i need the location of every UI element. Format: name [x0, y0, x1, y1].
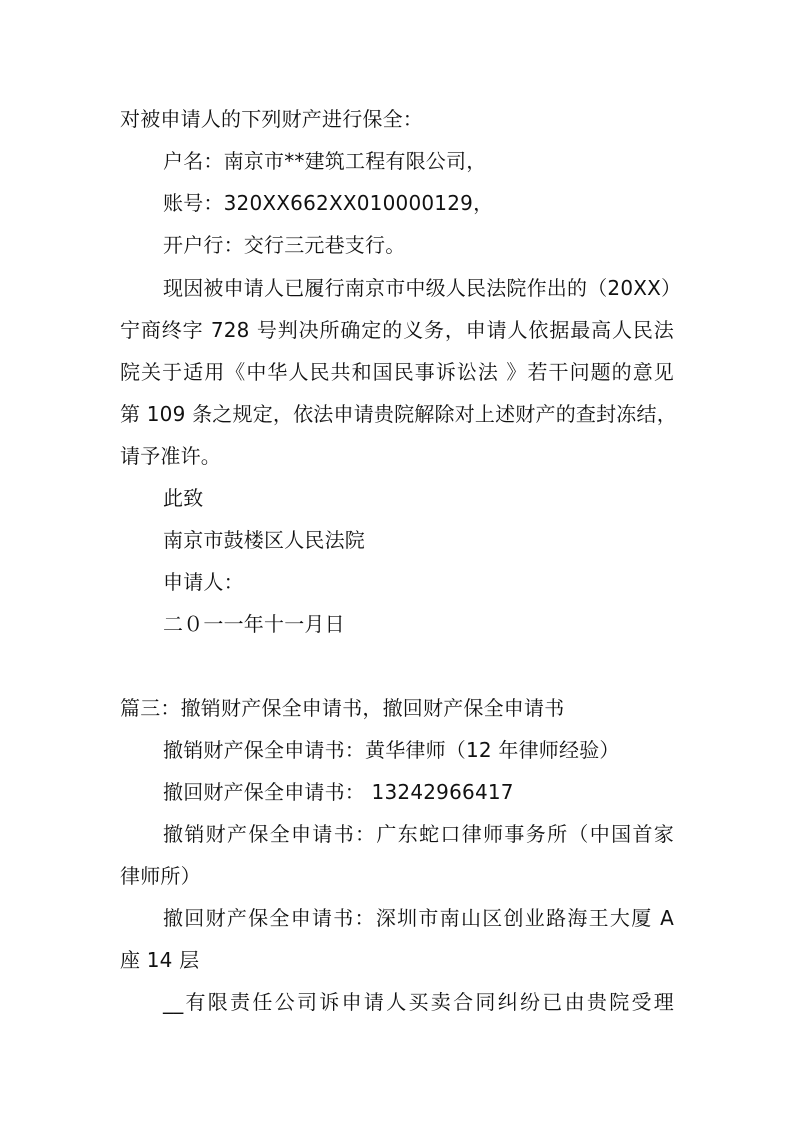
text-line-phone: 撤回财产保全申请书： 13242966417	[163, 780, 514, 804]
text-line-account-number: 账号：320XX662XX010000129，	[163, 191, 494, 215]
text-line-firm-1: 撤销财产保全申请书：广东蛇口律师事务所（中国首家	[163, 822, 674, 846]
text-line-bank-branch: 开户行：交行三元巷支行。	[163, 233, 406, 257]
section-heading: 篇三：撤销财产保全申请书，撤回财产保全申请书	[120, 696, 565, 720]
text-line-salutation: 此致	[163, 486, 204, 510]
text-line-account-name: 户名：南京市**建筑工程有限公司，	[163, 149, 487, 173]
text-line-address-1: 撤回财产保全申请书：深圳市南山区创业路海王大厦 A	[163, 906, 674, 930]
text-line-body-4: 第 109 条之规定，依法申请贵院解除对上述财产的查封冻结，	[120, 402, 677, 426]
text-line-date: 二０一一年十一月日	[163, 612, 345, 636]
text-line-address-2: 座 14 层	[120, 948, 200, 972]
text-line-body-5: 请予准许。	[120, 444, 221, 468]
text-line-applicant: 申请人：	[163, 570, 244, 594]
text-line-body-1: 现因被申请人已履行南京市中级人民法院作出的（20XX）	[163, 276, 682, 300]
text-line-preservation-intro: 对被申请人的下列财产进行保全：	[120, 107, 423, 131]
text-line-body-2: 宁商终字 728 号判决所确定的义务，申请人依据最高人民法	[120, 318, 674, 342]
text-line-body-3: 院关于适用《中华人民共和国民事诉讼法 》若干问题的意见	[120, 360, 674, 384]
text-line-firm-2: 律师所）	[120, 864, 201, 888]
text-line-lawyer: 撤销财产保全申请书：黄华律师（12 年律师经验）	[163, 738, 620, 762]
text-line-case-intro: __有限责任公司诉申请人买卖合同纠纷已由贵院受理	[163, 990, 674, 1014]
text-line-court-name: 南京市鼓楼区人民法院	[163, 528, 365, 552]
